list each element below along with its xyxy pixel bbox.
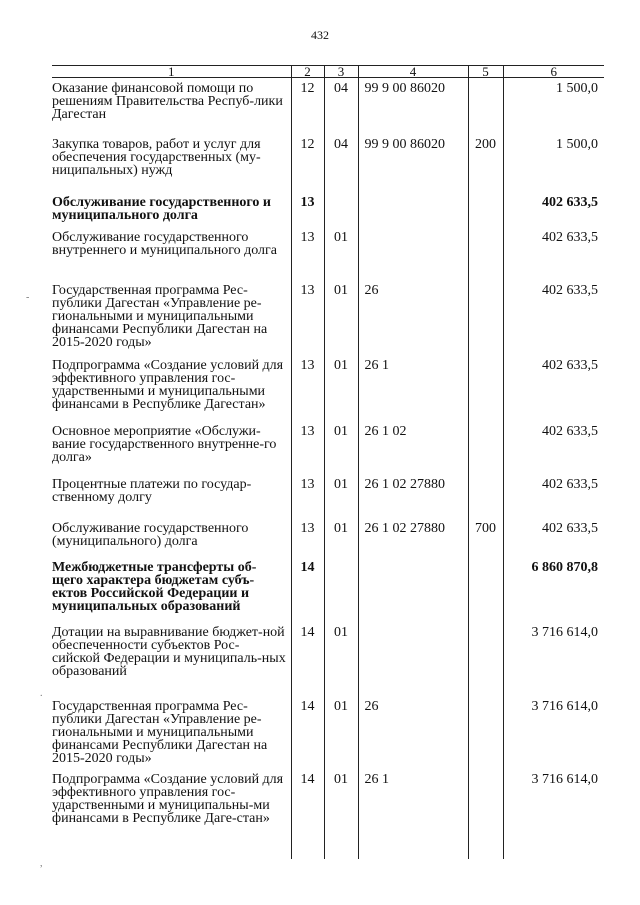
cell-csr: 26 1 [358,769,468,859]
table-row [52,518,604,557]
table-row [52,557,604,622]
table-row [52,421,604,474]
cell-amount: 3 716 614,0 [503,622,604,696]
cell-vr [468,421,503,474]
cell-amount: 402 633,5 [503,192,604,227]
cell-pr: 04 [324,78,358,134]
table-row [52,134,604,192]
cell-rz: 13 [291,421,324,474]
cell-rz: 13 [291,518,324,557]
cell-pr: 01 [324,227,358,280]
cell-rz: 13 [291,474,324,518]
cell-name: Подпрограмма «Создание условий для эффективного управления гос-ударственными и муниципальны-ми финансами в Республике Даге-стан» [52,771,284,826]
cell-rz: 13 [291,192,324,227]
cell-name: Обслуживание государственного внутреннего и муниципального долга [52,229,277,258]
cell-pr: 01 [324,622,358,696]
cell-name: Дотации на выравнивание бюджет-ной обеспеченности субъектов Рос-сийской Федерации и муниципаль-ных образований [52,624,286,679]
table-row [52,355,604,421]
table-row [52,78,604,134]
cell-vr: 700 [468,518,503,557]
table-row [52,696,604,769]
cell-amount: 3 716 614,0 [503,696,604,769]
cell-pr: 01 [324,421,358,474]
cell-name: Межбюджетные трансферты об-щего характера бюджетам субъ-ектов Российской Федерации и муниципальных образований [52,559,257,614]
cell-name: Государственная программа Рес-публики Дагестан «Управление ре-гиональными и муниципальными финансами Республики Дагестан на 2015-2020 годы» [52,698,268,766]
cell-vr [468,622,503,696]
cell-amount: 402 633,5 [503,518,604,557]
cell-vr [468,78,503,134]
cell-vr [468,192,503,227]
table-row [52,192,604,227]
cell-pr: 04 [324,134,358,192]
cell-amount: 402 633,5 [503,355,604,421]
column-header: 5 [468,66,503,78]
cell-name: Основное мероприятие «Обслужи-вание государственного внутренне-го долга» [52,423,277,465]
table-row [52,622,604,696]
budget-table [52,65,604,859]
cell-rz: 12 [291,78,324,134]
cell-rz: 14 [291,769,324,859]
cell-csr: 99 9 00 86020 [358,134,468,192]
cell-vr [468,557,503,622]
scan-mark: , [40,858,43,869]
page-number: 432 [311,28,329,42]
table-row [52,769,604,859]
cell-pr: 01 [324,355,358,421]
cell-pr: 01 [324,518,358,557]
cell-csr: 26 1 [358,355,468,421]
column-header: 4 [358,66,468,78]
cell-amount: 402 633,5 [503,280,604,355]
cell-amount: 6 860 870,8 [503,557,604,622]
cell-amount: 402 633,5 [503,227,604,280]
cell-amount: 1 500,0 [503,134,604,192]
cell-vr [468,474,503,518]
cell-amount: 1 500,0 [503,78,604,134]
table-body [52,78,604,859]
cell-csr [358,557,468,622]
column-header: 6 [503,66,604,78]
cell-vr [468,280,503,355]
cell-csr [358,192,468,227]
cell-csr: 26 [358,696,468,769]
cell-amount: 402 633,5 [503,474,604,518]
table-row [52,280,604,355]
cell-pr [324,192,358,227]
cell-csr: 26 1 02 27880 [358,474,468,518]
table-row [52,474,604,518]
cell-pr: 01 [324,280,358,355]
cell-rz: 12 [291,134,324,192]
cell-pr: 01 [324,696,358,769]
column-header: 2 [291,66,324,78]
cell-vr [468,355,503,421]
cell-name: Закупка товаров, работ и услуг для обеспечения государственных (му-ниципальных) нужд [52,136,261,178]
cell-name: Процентные платежи по государ-ственному долгу [52,476,252,505]
cell-pr [324,557,358,622]
cell-rz: 13 [291,355,324,421]
cell-pr: 01 [324,474,358,518]
cell-vr: 200 [468,134,503,192]
cell-rz: 13 [291,280,324,355]
cell-rz: 13 [291,227,324,280]
cell-pr: 01 [324,769,358,859]
table-row [52,227,604,280]
cell-amount: 402 633,5 [503,421,604,474]
cell-csr: 26 1 02 27880 [358,518,468,557]
cell-rz: 14 [291,557,324,622]
cell-name: Обслуживание государственного и муниципального долга [52,194,271,223]
column-header: 3 [324,66,358,78]
cell-csr: 99 9 00 86020 [358,78,468,134]
cell-csr [358,227,468,280]
cell-csr: 26 [358,280,468,355]
scan-mark: . [40,688,43,699]
cell-vr [468,769,503,859]
cell-vr [468,227,503,280]
cell-name: Подпрограмма «Создание условий для эффективного управления гос-ударственными и муниципальными финансами в Республике Дагестан» [52,357,284,412]
cell-csr [358,622,468,696]
cell-csr: 26 1 02 [358,421,468,474]
cell-name: Оказание финансовой помощи по решениям Правительства Респуб-лики Дагестан [52,81,283,122]
cell-rz: 14 [291,622,324,696]
cell-name: Государственная программа Рес-публики Дагестан «Управление ре-гиональными и муниципальными финансами Республики Дагестан на 2015-2020 годы» [52,282,268,350]
column-number-row [52,66,604,78]
cell-name: Обслуживание государственного (муниципального) долга [52,520,249,549]
column-header: 1 [52,66,291,78]
cell-rz: 14 [291,696,324,769]
cell-amount: 3 716 614,0 [503,769,604,859]
cell-vr [468,696,503,769]
scan-mark: - [26,292,30,303]
